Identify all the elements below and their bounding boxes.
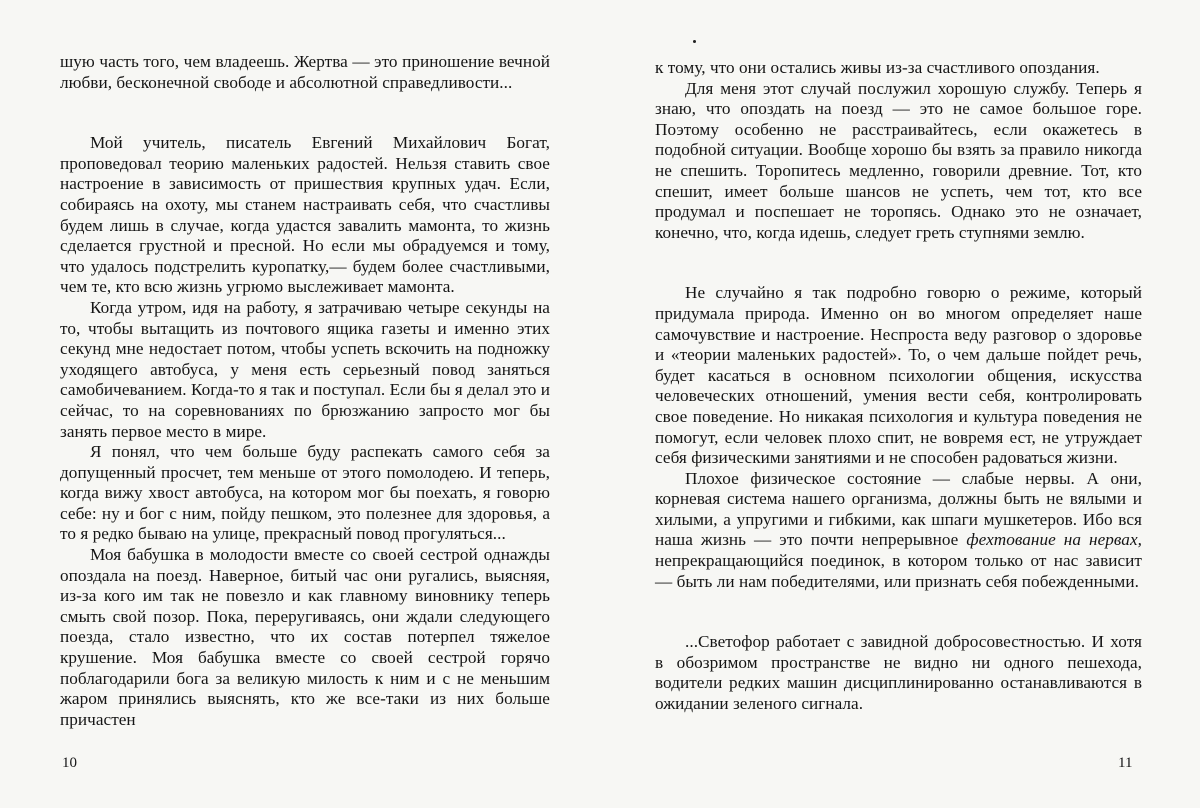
paragraph: Не случайно я так подробно говорю о режиме, который придумала природа. Именно он во многом определяет наше самочувствие и настроение. Неспроста веду разговор о здоровье и «теории маленьких радостей». То, о чем дальше пойдет речь, будет касаться в основном психологии общения, искусства человеческих отношений, умения вести себя, контролировать свое поведение. Но никакая психология и культура поведения не помогут, если человек плохо спит, не вовремя ест, не утруждает себя физическими занятиями и не способен радоваться жизни. <box>655 283 1142 468</box>
paragraph: к тому, что они остались живы из-за счастливого опоздания. <box>655 58 1142 79</box>
paragraph: Мой учитель, писатель Евгений Михайлович Богат, проповедовал теорию маленьких радостей. Нельзя ставить свое настроение в зависимость от пришествия крупных удач. Если, собираясь на охоту, мы станем настраивать себя, что счастливы будем лишь в случае, когда удастся завалить мамонта, то жизнь сделается грустной и пресной. Но если мы обрадуемся и тому, что удалось подстрелить куропатку,— будем более счастливыми, чем те, кто всю жизнь угрюмо выслеживает мамонта. <box>60 133 550 298</box>
right-page <box>600 0 1200 808</box>
italic-phrase: фехтование на нервах, <box>966 530 1142 549</box>
page-number: 11 <box>1118 755 1132 772</box>
paragraph: Моя бабушка в молодости вместе со своей сестрой однажды опоздала на поезд. Наверное, битый час они ругались, выясняя, из-за кого им так не повезло и как главному виновнику теперь смыть свой позор. Пока, переругиваясь, они ждали следующего поезда, стало известно, что их состав потерпел тяжелое крушение. Моя бабушка вместе со своей сестрой горячо поблагодарили бога за великую милость к ним и с не меньшим жаром принялись выяснять, кто же все-таки из них больше причастен <box>60 545 550 730</box>
paragraph: Когда утром, идя на работу, я затрачиваю четыре секунды на то, чтобы вытащить из почтового ящика газеты и именно этих секунд мне недостает потом, чтобы успеть вскочить на подножку уходящего автобуса, у меня есть серьезный повод заняться самобичеванием. Когда-то я так и поступал. Если бы я делал это и сейчас, то на соревнованиях по брюзжанию запросто мог бы занять первое место в мире. <box>60 298 550 442</box>
page-number: 10 <box>62 755 77 772</box>
left-text-column <box>60 52 550 730</box>
left-page <box>0 0 600 808</box>
paragraph-text: Плохое физическое состояние — слабые нервы. А они, корневая система нашего организма, должны быть не вялыми и хилыми, а упругими и гибкими, как шпаги мушкетеров. Ибо вся наша жизнь — это почти непрерывное <box>655 469 1142 550</box>
paragraph-text: непрекращающийся поединок, в котором только от нас зависит — быть ли нам победителями, или признать себя побежденными. <box>655 551 1142 591</box>
paragraph: ...Светофор работает с завидной добросовестностью. И хотя в обозримом пространстве не видно ни одного пешехода, водители редких машин дисциплинированно останавливаются в ожидании зеленого сигнала. <box>655 632 1142 714</box>
paragraph <box>655 469 1142 593</box>
right-text-column <box>655 58 1142 715</box>
paragraph: Для меня этот случай послужил хорошую службу. Теперь я знаю, что опоздать на поезд — это не самое большое горе. Поэтому особенно не расстраивайтесь, если окажетесь в подобной ситуации. Вообще хорошо бы взять за правило никогда не спешить. Торопитесь медленно, говорили древние. Тот, кто спешит, имеет больше шансов не успеть, чем тот, кто все продумал и поспешает не торопясь. Однако это не означает, конечно, что, когда идешь, следует греть ступнями землю. <box>655 79 1142 244</box>
book-spread <box>0 0 1200 808</box>
paragraph: Я понял, что чем больше буду распекать самого себя за допущенный просчет, тем меньше от этого помолодею. И теперь, когда вижу хвост автобуса, на котором мог бы поехать, я говорю себе: ну и бог с ним, пойду пешком, это полезнее для здоровья, а то я редко бываю на улице, прекрасный повод прогуляться... <box>60 442 550 545</box>
print-speck <box>693 40 696 43</box>
paragraph: шую часть того, чем владеешь. Жертва — это приношение вечной любви, бесконечной свободе и абсолютной справедливости... <box>60 52 550 93</box>
